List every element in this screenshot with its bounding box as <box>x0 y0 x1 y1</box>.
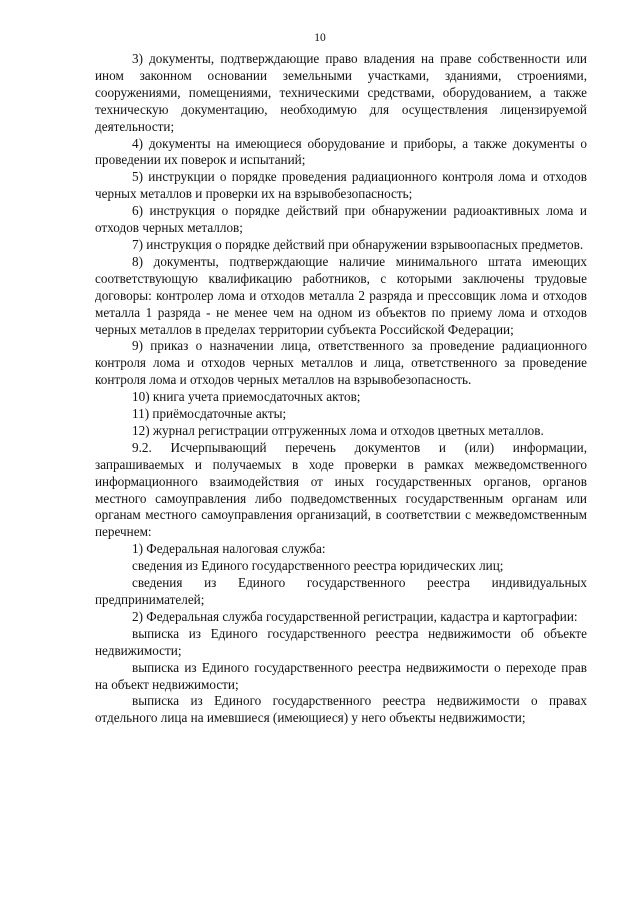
paragraph-egrn-rights-extract: выписка из Единого государственного реестра недвижимости о правах отдельного лица на имевшиеся (имеющиеся) у него объекты недвижимости; <box>95 693 587 726</box>
paragraph-item-11-acceptance-acts: 11) приёмосдаточные акты; <box>132 406 287 422</box>
paragraph-item-9-appointment-order: 9) приказ о назначении лица, ответственного за проведение радиационного контроля лома и отходов черных металлов и лица, ответственного за проведение контроля лома и отходов черных металлов на взрывобезопасность. <box>95 338 587 388</box>
paragraph-egrul-info: сведения из Единого государственного реестра юридических лиц; <box>132 558 504 574</box>
document-body <box>95 51 587 727</box>
paragraph-tax-service: 1) Федеральная налоговая служба: <box>132 541 326 557</box>
paragraph-section-9-2: 9.2. Исчерпывающий перечень документов и (или) информации, запрашиваемых и получаемых в ходе проверки в рамках межведомственного информационного взаимодействия от иных государственных органов, органов местного самоуправления либо подведомственных государственным органам или органам местного самоуправления организаций, в соответствии с межведомственным перечнем: <box>95 439 587 540</box>
paragraph-item-12-shipment-journal: 12) журнал регистрации отгруженных лома и отходов цветных металлов. <box>132 422 544 438</box>
paragraph-item-4-equipment-documents: 4) документы на имеющиеся оборудование и приборы, а также документы о проведении их поверок и испытаний; <box>95 135 587 168</box>
paragraph-item-6-radioactive-scrap-instruction: 6) инструкция о порядке действий при обнаружении радиоактивных лома и отходов черных металлов; <box>95 203 587 236</box>
paragraph-rosreestr: 2) Федеральная служба государственной регистрации, кадастра и картографии: <box>132 608 578 624</box>
paragraph-item-8-staff-documents: 8) документы, подтверждающие наличие минимального штата имеющих соответствующую квалификацию работников, с которыми заключены трудовые договоры: контролер лома и отходов металла 2 разряда и прессовщик лома и отходов металла 1 разряда - не менее чем на одном из объектов по приему лома и отходов черных металлов в пределах территории субъекта Российской Федерации; <box>95 253 587 337</box>
paragraph-egrn-transfer-extract: выписка из Единого государственного реестра недвижимости о переходе прав на объект недвижимости; <box>95 659 587 692</box>
paragraph-egrip-info: сведения из Единого государственного реестра индивидуальных предпринимателей; <box>95 575 587 607</box>
paragraph-item-3-property-documents: 3) документы, подтверждающие право владения на праве собственности или ином законном основании земельными участками, зданиями, строениями, сооружениями, помещениями, техническими средствами, оборудованием, а также техническую документацию, необходимую для осуществления лицензируемой деятельности; <box>95 51 587 134</box>
page-number: 10 <box>314 32 326 44</box>
paragraph-item-10-acceptance-acts-book: 10) книга учета приемосдаточных актов; <box>132 389 361 405</box>
paragraph-egrn-object-extract: выписка из Единого государственного реестра недвижимости об объекте недвижимости; <box>95 625 587 658</box>
paragraph-item-5-radiation-control-instructions: 5) инструкции о порядке проведения радиационного контроля лома и отходов черных металлов и проверки их на взрывобезопасность; <box>95 169 587 202</box>
paragraph-item-7-explosive-objects-instruction: 7) инструкция о порядке действий при обнаружении взрывоопасных предметов. <box>132 236 584 252</box>
